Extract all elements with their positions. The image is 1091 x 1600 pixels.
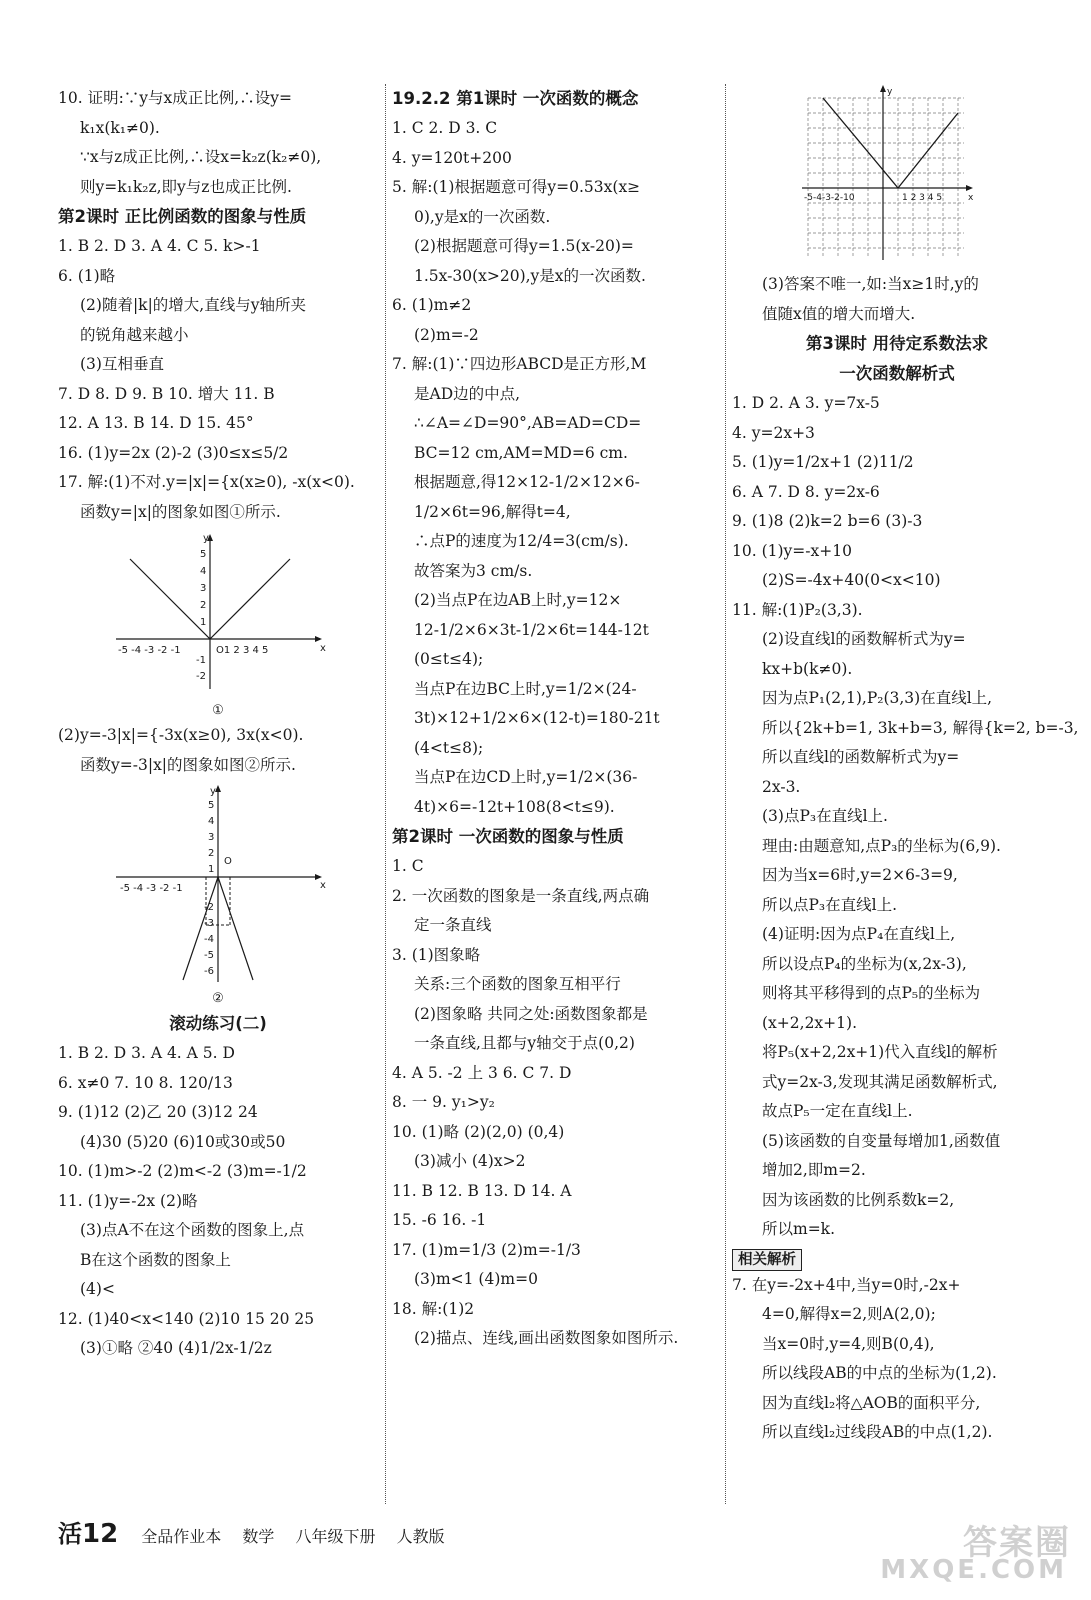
text-line: 2x-3. bbox=[762, 777, 801, 796]
text-line: (0≤t≤4); bbox=[414, 650, 484, 668]
text-line: (3)点P₃在直线l上. bbox=[762, 807, 888, 825]
text-line: 函数y=-3|x|的图象如图②所示. bbox=[80, 755, 296, 774]
column-divider-1 bbox=[385, 84, 386, 1504]
answer-column-2 bbox=[392, 84, 722, 1354]
text-line: 故点P₅一定在直线l上. bbox=[762, 1102, 913, 1120]
text-line: ∴点P的速度为12/4=3(cm/s). bbox=[414, 532, 629, 550]
text-line: 将P₅(x+2,2x+1)代入直线l的解析 bbox=[762, 1043, 998, 1061]
abs-x-minus-1-graph bbox=[798, 84, 978, 264]
text-line: (2)描点、连线,画出函数图象如图所示. bbox=[414, 1329, 679, 1347]
text-line: (2)设直线l的函数解析式为y= bbox=[762, 630, 966, 648]
text-line: 1. D 2. A 3. y=7x-5 bbox=[732, 394, 880, 412]
svg-text:1: 1 bbox=[200, 617, 207, 628]
text-line: 4. y=120t+200 bbox=[392, 148, 512, 167]
text-line: 4t)×6=-12t+108(8<t≤9). bbox=[414, 797, 615, 816]
page-number-value: 12 bbox=[82, 1519, 119, 1549]
text-line: 16. (1)y=2x (2)-2 (3)0≤x≤5/2 bbox=[58, 443, 289, 462]
text-line: 1. B 2. D 3. A 4. A 5. D bbox=[58, 1044, 235, 1062]
text-line: 关系:三个函数的图象互相平行 bbox=[414, 975, 621, 993]
text-line: 的锐角越来越小 bbox=[80, 325, 189, 344]
text-line: 当点P在边CD上时,y=1/2×(36- bbox=[414, 768, 638, 786]
text-line: (2)当点P在边AB上时,y=12× bbox=[414, 591, 622, 609]
text-line: (2)m=-2 bbox=[414, 325, 479, 344]
text-line: 12. A 13. B 14. D 15. 45° bbox=[58, 414, 254, 432]
text-line: 10. 证明:∵y与x成正比例,∴设y= bbox=[58, 89, 292, 107]
text-line: 是AD边的中点, bbox=[414, 384, 521, 403]
svg-text:-2: -2 bbox=[196, 671, 206, 682]
text-line: (4)< bbox=[80, 1280, 115, 1298]
svg-text:-5 -4 -3 -2 -1: -5 -4 -3 -2 -1 bbox=[120, 883, 183, 894]
svg-text:y: y bbox=[203, 533, 209, 544]
svg-text:-5: -5 bbox=[204, 950, 214, 961]
text-line: (5)该函数的自变量每增加1,函数值 bbox=[762, 1131, 1001, 1150]
svg-text:3: 3 bbox=[208, 832, 215, 843]
text-line: 定一条直线 bbox=[414, 916, 492, 934]
svg-text:-5 -4 -3 -2 -1: -5 -4 -3 -2 -1 bbox=[118, 645, 181, 656]
text-line: 10. (1)m>-2 (2)m<-2 (3)m=-1/2 bbox=[58, 1162, 307, 1180]
figure-label: ① bbox=[212, 703, 224, 718]
text-line: 则y=k₁k₂z,即y与z也成正比例. bbox=[80, 177, 292, 196]
svg-text:-6: -6 bbox=[204, 966, 214, 977]
text-line: 6. A 7. D 8. y=2x-6 bbox=[732, 482, 880, 501]
text-line: ∴∠A=∠D=90°,AB=AD=CD= bbox=[414, 414, 642, 432]
text-line: 3t)×12+1/2×6×(12-t)=180-21t bbox=[414, 709, 660, 727]
text-line: kx+b(k≠0). bbox=[762, 659, 853, 678]
svg-text:2: 2 bbox=[208, 848, 215, 859]
text-line: 17. 解:(1)不对.y=|x|={x(x≥0), -x(x<0). bbox=[58, 473, 355, 491]
text-line: 12. (1)40<x<140 (2)10 15 20 25 bbox=[58, 1309, 315, 1328]
section-heading: 19.2.2 第1课时 一次函数的概念 bbox=[392, 89, 639, 108]
watermark-logo: 答案圈 bbox=[963, 1523, 1071, 1563]
svg-text:-2: -2 bbox=[204, 902, 214, 913]
text-line: 值随x值的增大而增大. bbox=[762, 304, 916, 323]
graph-figure-1 bbox=[58, 529, 378, 719]
book-title: 全品作业本 bbox=[141, 1527, 222, 1546]
svg-text:O1 2 3 4 5: O1 2 3 4 5 bbox=[216, 645, 269, 656]
svg-text:5: 5 bbox=[200, 549, 207, 560]
text-line: 增加2,即m=2. bbox=[762, 1161, 866, 1179]
text-line: (2)y=-3|x|={-3x(x≥0), 3x(x<0). bbox=[58, 726, 304, 744]
text-line: 18. 解:(1)2 bbox=[392, 1299, 475, 1318]
text-line: 一条直线,且都与y轴交于点(0,2) bbox=[414, 1034, 635, 1052]
text-line: (3)减小 (4)x>2 bbox=[414, 1152, 526, 1170]
svg-text:4: 4 bbox=[208, 816, 215, 827]
svg-text:x: x bbox=[320, 643, 326, 654]
svg-text:1 2 3 4 5: 1 2 3 4 5 bbox=[902, 193, 943, 203]
svg-text:4: 4 bbox=[200, 566, 207, 577]
text-line: (3)点A不在这个函数的图象上,点 bbox=[80, 1221, 305, 1239]
text-line: 1/2×6t=96,解得t=4, bbox=[414, 502, 571, 521]
text-line: 所以设点P₄的坐标为(x,2x-3), bbox=[762, 954, 967, 973]
section-heading: 一次函数解析式 bbox=[839, 364, 955, 383]
grade-label: 八年级下册 bbox=[295, 1527, 376, 1546]
svg-text:y: y bbox=[210, 786, 216, 797]
text-line: 10. (1)略 (2)(2,0) (0,4) bbox=[392, 1122, 565, 1141]
svg-text:-4: -4 bbox=[204, 934, 214, 945]
text-line: 7. D 8. D 9. B 10. 增大 11. B bbox=[58, 384, 275, 403]
text-line: 12-1/2×6×3t-1/2×6t=144-12t bbox=[414, 620, 649, 639]
column-divider-2 bbox=[725, 84, 726, 1504]
text-line: 则将其平移得到的点P₅的坐标为 bbox=[762, 984, 981, 1002]
abs-x-graph bbox=[58, 529, 378, 699]
text-line: 6. (1)略 bbox=[58, 266, 116, 285]
text-line: 9. (1)12 (2)乙 20 (3)12 24 bbox=[58, 1103, 258, 1121]
text-line: (3)互相垂直 bbox=[80, 355, 164, 373]
text-line: 1. C bbox=[392, 857, 424, 875]
text-line: 1. C 2. D 3. C bbox=[392, 119, 498, 137]
text-line: 5. (1)y=1/2x+1 (2)11/2 bbox=[732, 453, 914, 471]
text-line: 理由:由题意知,点P₃的坐标为(6,9). bbox=[762, 836, 1001, 855]
text-line: 7. 解:(1)∵四边形ABCD是正方形,M bbox=[392, 355, 647, 373]
related-analysis-tag: 相关解析 bbox=[732, 1249, 802, 1271]
text-line: 4. y=2x+3 bbox=[732, 423, 815, 442]
text-line: 所以m=k. bbox=[762, 1220, 836, 1238]
text-line: 故答案为3 cm/s. bbox=[414, 561, 533, 580]
text-line: 当点P在边BC上时,y=1/2×(24- bbox=[414, 679, 637, 698]
text-line: 所以线段AB的中点的坐标为(1,2). bbox=[762, 1364, 997, 1382]
text-line: 所以直线l₂过线段AB的中点(1,2). bbox=[762, 1423, 993, 1441]
svg-text:x: x bbox=[320, 880, 326, 891]
text-line: 17. (1)m=1/3 (2)m=-1/3 bbox=[392, 1240, 581, 1259]
page-footer bbox=[58, 1514, 461, 1549]
text-line: 函数y=|x|的图象如图①所示. bbox=[80, 502, 281, 521]
page-number bbox=[58, 1520, 118, 1548]
text-line: 10. (1)y=-x+10 bbox=[732, 541, 852, 560]
text-line: (4)证明:因为点P₄在直线l上, bbox=[762, 925, 956, 943]
answer-column-1 bbox=[58, 84, 378, 1364]
text-line: 因为该函数的比例系数k=2, bbox=[762, 1190, 955, 1209]
text-line: 根据题意,得12×12-1/2×12×6- bbox=[414, 473, 640, 491]
text-line: 5. 解:(1)根据题意可得y=0.53x(x≥ bbox=[392, 178, 641, 196]
text-line: 2. 一次函数的图象是一条直线,两点确 bbox=[392, 886, 650, 905]
text-line: 9. (1)8 (2)k=2 b=6 (3)-3 bbox=[732, 512, 923, 530]
graph-figure-grid bbox=[798, 84, 1062, 268]
section-heading: 第2课时 正比例函数的图象与性质 bbox=[58, 207, 307, 226]
text-line: 所以{2k+b=1, 3k+b=3, 解得{k=2, b=-3, bbox=[762, 718, 1079, 737]
figure-label: ② bbox=[212, 991, 224, 1006]
text-line: (3)①略 ②40 (4)1/2x-1/2z bbox=[80, 1339, 272, 1357]
page-prefix: 活 bbox=[58, 1520, 82, 1548]
text-line: 7. 在y=-2x+4中,当y=0时,-2x+ bbox=[732, 1275, 961, 1294]
text-line: 3. (1)图象略 bbox=[392, 945, 481, 964]
analysis-tag-row bbox=[732, 1249, 1062, 1271]
svg-text:O: O bbox=[224, 856, 232, 867]
svg-text:-5-4-3-2-10: -5-4-3-2-10 bbox=[804, 193, 855, 203]
section-heading: 第3课时 用待定系数法求 bbox=[805, 334, 989, 353]
text-line: (2)S=-4x+40(0<x<10) bbox=[762, 571, 941, 589]
text-line: 因为当x=6时,y=2×6-3=9, bbox=[762, 866, 958, 884]
text-line: 6. x≠0 7. 10 8. 120/13 bbox=[58, 1073, 233, 1092]
text-line: k₁x(k₁≠0). bbox=[80, 118, 160, 137]
answer-column-3 bbox=[732, 84, 1079, 1448]
text-line: 6. (1)m≠2 bbox=[392, 296, 472, 314]
section-heading: 第2课时 一次函数的图象与性质 bbox=[392, 827, 624, 846]
text-line: (2)图象略 共同之处:函数图象都是 bbox=[414, 1004, 648, 1023]
svg-text:x: x bbox=[968, 193, 974, 203]
subject-label: 数学 bbox=[242, 1527, 275, 1546]
text-line: (4)30 (5)20 (6)10或30或50 bbox=[80, 1132, 286, 1151]
text-line: 0),y是x的一次函数. bbox=[414, 207, 551, 226]
text-line: 8. 一 9. y₁>y₂ bbox=[392, 1093, 495, 1111]
text-line: 1.5x-30(x>20),y是x的一次函数. bbox=[414, 266, 646, 285]
text-line: 11. (1)y=-2x (2)略 bbox=[58, 1191, 198, 1210]
svg-text:-1: -1 bbox=[196, 655, 206, 666]
text-line: (3)答案不唯一,如:当x≥1时,y的 bbox=[762, 275, 979, 293]
text-line: 1. B 2. D 3. A 4. C 5. k>-1 bbox=[58, 237, 261, 255]
text-line: 所以点P₃在直线l上. bbox=[762, 895, 898, 914]
edition-label: 人教版 bbox=[396, 1527, 445, 1546]
watermark-url: MXQE.COM bbox=[880, 1555, 1067, 1585]
text-line: 11. 解:(1)P₂(3,3). bbox=[732, 600, 863, 619]
svg-text:-3: -3 bbox=[204, 918, 214, 929]
graph-figure-2 bbox=[58, 782, 378, 1007]
text-line: 当x=0时,y=4,则B(0,4), bbox=[762, 1334, 935, 1353]
text-line: ∵x与z成正比例,∴设x=k₂z(k₂≠0), bbox=[80, 148, 322, 166]
text-line: BC=12 cm,AM=MD=6 cm. bbox=[414, 443, 628, 462]
text-line: (x+2,2x+1). bbox=[762, 1013, 857, 1032]
svg-text:2: 2 bbox=[200, 600, 207, 611]
svg-text:y: y bbox=[887, 87, 893, 97]
text-line: 因为点P₁(2,1),P₂(3,3)在直线l上, bbox=[762, 689, 993, 707]
svg-text:1: 1 bbox=[208, 864, 215, 875]
text-line: (2)随着|k|的增大,直线与y轴所夹 bbox=[80, 296, 306, 314]
neg-3-abs-x-graph bbox=[58, 782, 378, 987]
section-heading: 滚动练习(二) bbox=[169, 1014, 267, 1033]
text-line: 4. A 5. -2 上 3 6. C 7. D bbox=[392, 1063, 572, 1082]
text-line: 4=0,解得x=2,则A(2,0); bbox=[762, 1305, 936, 1323]
svg-text:5: 5 bbox=[208, 800, 215, 811]
text-line: 因为直线l₂将△AOB的面积平分, bbox=[762, 1393, 981, 1412]
text-line: B在这个函数的图象上 bbox=[80, 1250, 231, 1269]
text-line: 11. B 12. B 13. D 14. A bbox=[392, 1181, 572, 1200]
text-line: (3)m<1 (4)m=0 bbox=[414, 1270, 538, 1288]
text-line: 所以直线l的函数解析式为y= bbox=[762, 748, 960, 766]
svg-text:3: 3 bbox=[200, 583, 207, 594]
text-line: 式y=2x-3,发现其满足函数解析式, bbox=[762, 1072, 998, 1091]
text-line: 15. -6 16. -1 bbox=[392, 1211, 487, 1229]
text-line: (2)根据题意可得y=1.5(x-20)= bbox=[414, 237, 634, 255]
text-line: (4<t≤8); bbox=[414, 738, 484, 757]
